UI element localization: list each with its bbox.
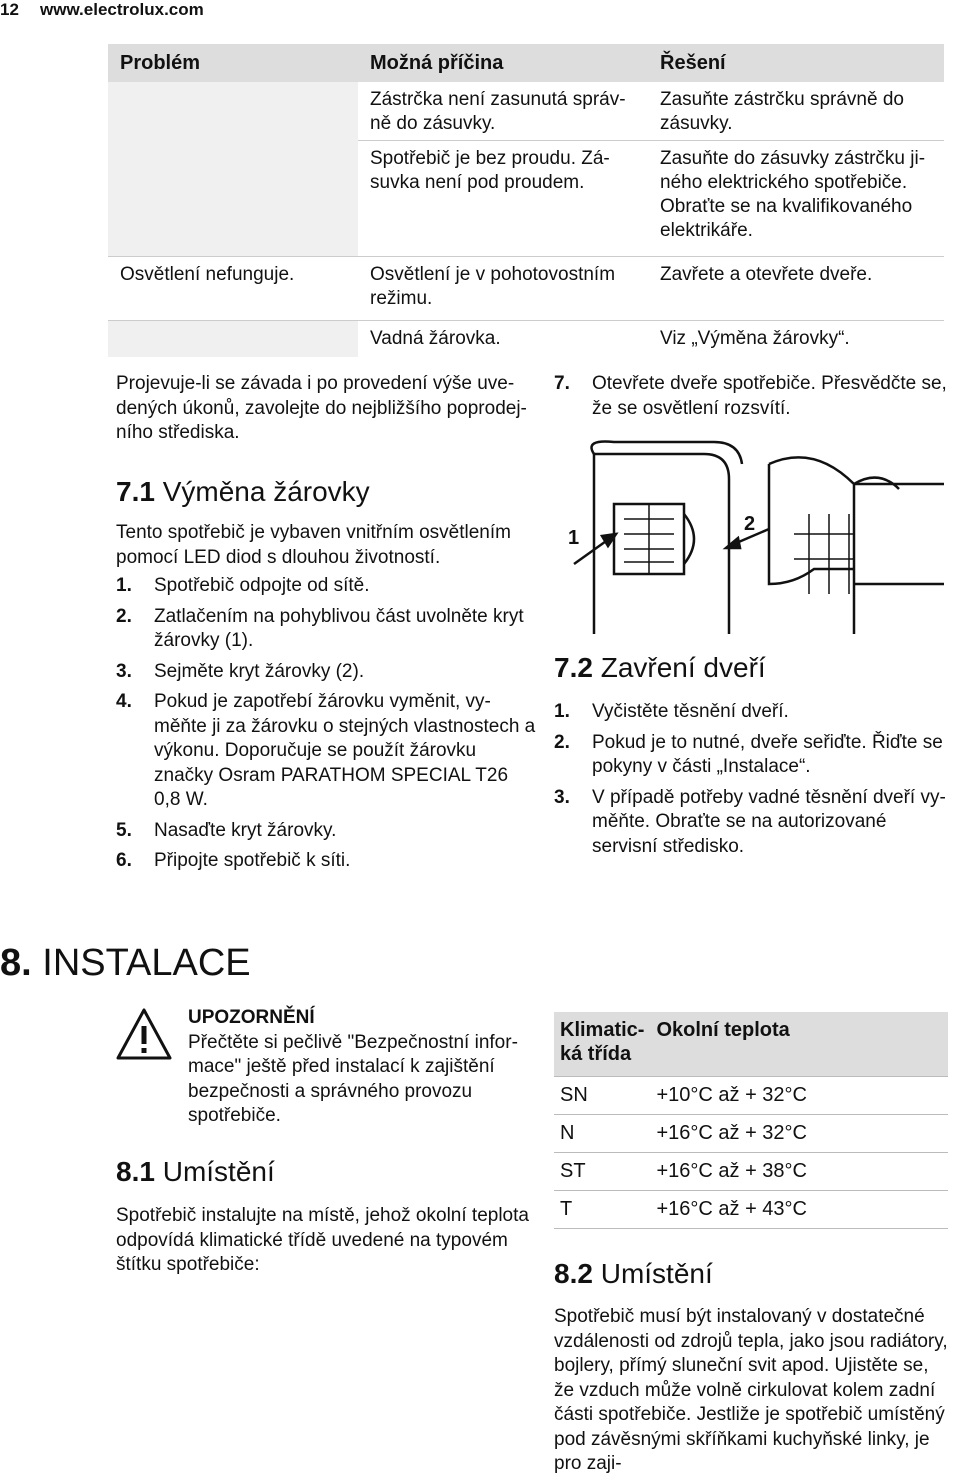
warning-text: Přečtěte si pečlivě "Bezpečnostní infor-mace" ještě před instalací k zajištění bezpečnosti a správného provozu spotřebiče. xyxy=(188,1031,518,1126)
solution-cell: Zavřete a otevřete dveře. xyxy=(648,257,944,321)
section-title: Zavření dveří xyxy=(600,652,766,683)
solution-cell: Viz „Výměna žárovky“. xyxy=(648,321,944,357)
col-temp-header: Okolní teplota xyxy=(650,1012,948,1076)
list-item: 1. Spotřebič odpojte od sítě. xyxy=(116,575,370,596)
class-cell: N xyxy=(554,1114,650,1152)
section-number: 7.1 xyxy=(116,476,155,507)
step-number: 7. xyxy=(554,373,570,394)
lamp-cover-illustration xyxy=(554,434,954,634)
cause-cell: Zástrčka není zasunutá správ-ně do zásuvky. xyxy=(370,89,626,134)
col-solution-header: Řešení xyxy=(648,44,944,82)
temp-cell: +16°C až + 38°C xyxy=(650,1152,948,1190)
step-7 xyxy=(554,372,948,421)
section-8-heading xyxy=(0,942,251,984)
section-7-2-steps xyxy=(554,700,948,859)
service-note: Projevuje-li se závada i po provedení výše uve-dených úkonů, zavolejte do nejbližšího poprodej-ního střediska. xyxy=(116,373,527,443)
table-row xyxy=(108,82,944,141)
page-number: 12 xyxy=(0,0,19,19)
section-title: Umístění xyxy=(162,1156,275,1187)
table-row xyxy=(108,321,944,357)
section-7-1-steps xyxy=(116,574,536,874)
header-url: www.electrolux.com xyxy=(40,0,204,19)
solution-cell: Zasuňte zástrčku správně do zásuvky. xyxy=(660,89,904,134)
section-7-1-heading xyxy=(116,476,370,508)
section-8-1-text: Spotřebič instalujte na místě, jehož okolní teplota odpovídá klimatické třídě uvedené na typovém štítku spotřebiče: xyxy=(116,1205,529,1275)
list-item: 2. Zatlačením na pohyblivou část uvolněte kryt žárovky (1). xyxy=(116,605,524,651)
section-title: Umístění xyxy=(600,1258,713,1289)
list-item: 3. Sejměte kryt žárovky (2). xyxy=(116,660,365,682)
climate-class-table xyxy=(554,1012,948,1229)
step-text: Otevřete dveře spotřebiče. Přesvědčte se, že se osvětlení rozsvítí. xyxy=(592,373,947,419)
troubleshooting-table xyxy=(108,44,944,357)
section-7-1-intro: Tento spotřebič je vybaven vnitřním osvětlením pomocí LED diod s dlouhou životností. xyxy=(116,522,511,568)
label-2: 2 xyxy=(744,513,756,535)
section-8-2-text: Spotřebič musí být instalovaný v dostatečné vzdálenosti od zdrojů tepla, jako jsou radiátory, bojlery, přímý sluneční svit apod. Ujistěte se, že vzduch může volně cirkulovat kolem zadní části spotřebiče. Jestliže je spotřebič umístěný pod závěsnými skříňkami kuchyňské linky, je pro zaji- xyxy=(554,1306,948,1474)
lamp-cover-drawing xyxy=(554,434,954,634)
problem-cell xyxy=(108,321,358,357)
label-1: 1 xyxy=(568,527,580,549)
table-row xyxy=(554,1190,948,1228)
cause-cell: Osvětlení je v pohotovostním režimu. xyxy=(358,257,648,321)
list-item: 5. Nasaďte kryt žárovky. xyxy=(116,819,337,841)
section-title: INSTALACE xyxy=(42,942,251,984)
temp-cell: +16°C až + 32°C xyxy=(650,1114,948,1152)
section-7-2-heading xyxy=(554,652,766,684)
table-row xyxy=(554,1114,948,1152)
table-row xyxy=(554,1076,948,1114)
warning-title: UPOZORNĚNÍ xyxy=(188,1007,315,1028)
list-item: 2. Pokud je to nutné, dveře seřiďte. Řiďte se pokyny v části „Instalace“. xyxy=(554,731,943,777)
temp-cell: +10°C až + 32°C xyxy=(650,1076,948,1114)
section-number: 8.1 xyxy=(116,1156,155,1187)
col-class-header: Klimatic-ká třída xyxy=(554,1012,650,1076)
section-number: 7.2 xyxy=(554,652,593,683)
class-cell: T xyxy=(554,1190,650,1228)
section-8-1-heading xyxy=(116,1156,275,1188)
temp-cell: +16°C až + 43°C xyxy=(650,1190,948,1228)
cause-cell: Spotřebič je bez proudu. Zá-suvka není pod proudem. xyxy=(358,141,648,257)
problem-cell: Osvětlení nefunguje. xyxy=(108,257,358,321)
table-header-row xyxy=(108,44,944,82)
class-cell: SN xyxy=(554,1076,650,1114)
section-8-2-heading xyxy=(554,1258,713,1290)
list-item: 4. Pokud je zapotřebí žárovku vyměnit, vy-měňte ji za žárovku o stejných vlastnostech a výkonu. Doporučuje se použít žárovku značky Osram PARATHOM SPECIAL T26 0,8 W. xyxy=(116,691,536,810)
warning-box xyxy=(188,1006,528,1129)
table-header-row xyxy=(554,1012,948,1076)
section-number: 8.2 xyxy=(554,1258,593,1289)
cause-cell: Vadná žárovka. xyxy=(358,321,648,357)
table-row xyxy=(108,257,944,321)
problem-cell xyxy=(108,82,358,257)
warning-icon xyxy=(114,1006,174,1062)
list-item: 6. Připojte spotřebič k síti. xyxy=(116,850,351,871)
col-cause-header: Možná příčina xyxy=(358,44,648,82)
solution-cell: Zasuňte do zásuvky zástrčku ji-ného elektrického spotřebiče. Obraťte se na kvalifikovaného elektrikáře. xyxy=(648,141,944,257)
col-problem-header: Problém xyxy=(108,44,358,82)
class-cell: ST xyxy=(554,1152,650,1190)
section-number: 8. xyxy=(0,942,32,984)
table-row xyxy=(554,1152,948,1190)
list-item: 3. V případě potřeby vadné těsnění dveří vy-měňte. Obraťte se na autorizované servisní středisko. xyxy=(554,786,946,857)
list-item: 1. Vyčistěte těsnění dveří. xyxy=(554,701,789,722)
section-title: Výměna žárovky xyxy=(162,476,370,507)
